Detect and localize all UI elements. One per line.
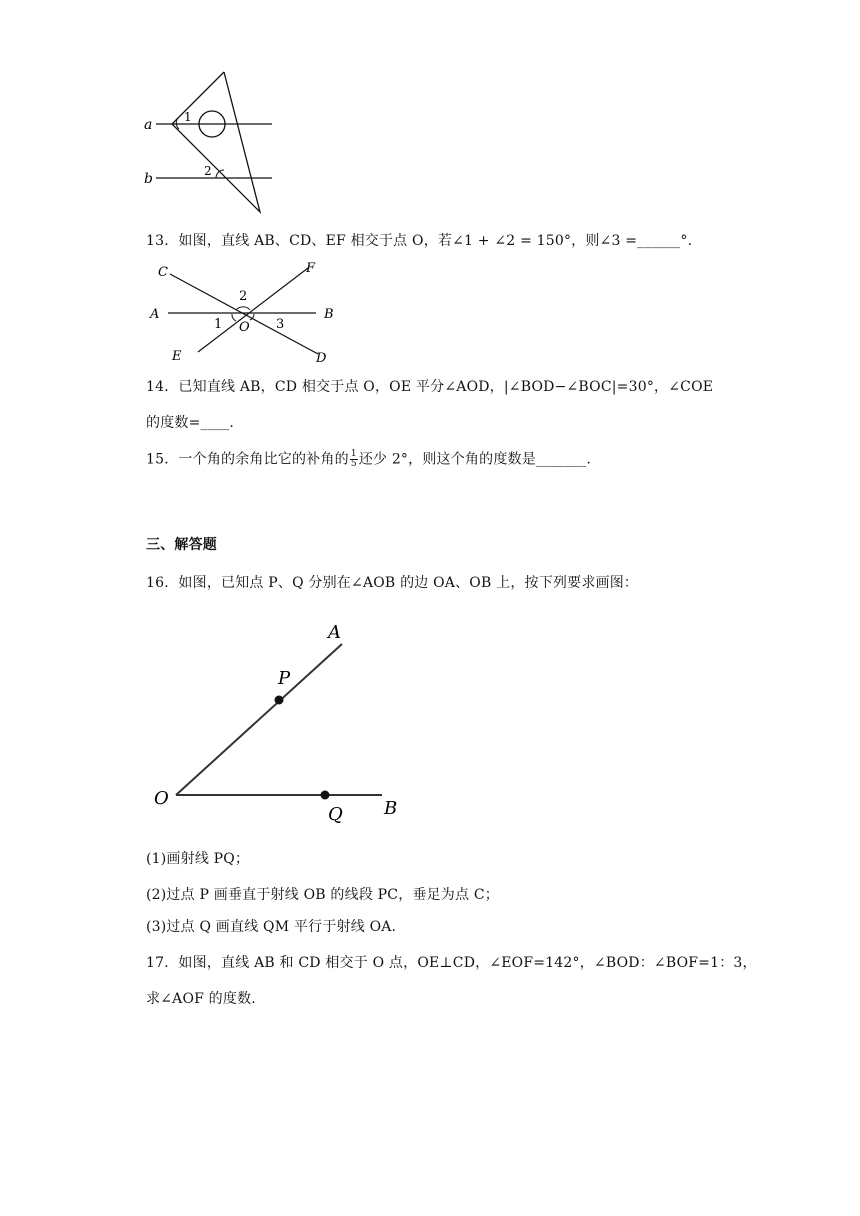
question-16-sub2: (2)过点 P 画垂直于射线 OB 的线段 PC，垂足为点 C； [146, 887, 499, 903]
label-A: A [150, 307, 160, 322]
label-angle1: 1 [184, 110, 192, 124]
label-E: E [172, 349, 182, 364]
label-A: A [328, 622, 341, 643]
triangle [172, 72, 260, 212]
label-D: D [316, 351, 327, 366]
figure-16-angle-AOB [146, 614, 416, 829]
point-P [275, 696, 284, 705]
question-14-line1: 14．已知直线 AB，CD 相交于点 O，OE 平分∠AOD，|∠BOD−∠BOC|=30°，∠COE [146, 379, 714, 395]
label-1: 1 [214, 317, 223, 332]
label-angle2: 2 [204, 164, 212, 178]
label-b: b [144, 171, 153, 187]
angle2-arc [236, 307, 250, 310]
question-16: 16．如图，已知点 P、Q 分别在∠AOB 的边 OA、OB 上，按下列要求画图： [146, 575, 639, 591]
label-O: O [154, 788, 169, 809]
label-P: P [278, 668, 291, 689]
question-16-sub3: (3)过点 Q 画直线 QM 平行于射线 OA. [146, 919, 397, 935]
section-3-title: 三、解答题 [146, 537, 217, 553]
fraction-one-fifth [350, 450, 358, 469]
angle1-arc [232, 314, 236, 321]
question-15 [146, 450, 591, 469]
figure-parallel-lines-triangle [140, 66, 280, 218]
question-15-prefix: 15．一个角的余角比它的补角的 [146, 451, 349, 468]
label-B: B [324, 307, 334, 322]
label-B: B [384, 798, 398, 819]
label-3: 3 [276, 317, 285, 332]
label-F: F [306, 261, 316, 276]
line-CD [170, 274, 318, 354]
question-17-line2: 求∠AOF 的度数. [146, 991, 256, 1007]
label-Q: Q [328, 804, 343, 825]
question-13: 13．如图，直线 AB、CD、EF 相交于点 O，若∠1 + ∠2 = 150°，则∠3 =______°. [146, 233, 693, 249]
figure-13-intersecting-lines [144, 258, 344, 368]
fraction-numerator: 1 [350, 449, 357, 459]
label-2: 2 [239, 289, 248, 304]
label-a: a [144, 117, 153, 133]
label-C: C [158, 265, 168, 280]
label-O: O [239, 320, 250, 335]
question-17-line1: 17．如图，直线 AB 和 CD 相交于 O 点，OE⊥CD，∠EOF=142°，∠BOD：∠BOF=1：3， [146, 955, 757, 971]
question-14-line2: 的度数=____. [146, 415, 234, 431]
fraction-denominator: 5 [350, 459, 357, 469]
point-Q [321, 791, 330, 800]
ray-OA [176, 644, 342, 795]
question-16-sub1: (1)画射线 PQ； [146, 851, 250, 867]
question-15-suffix: 还少 2°，则这个角的度数是_______. [358, 451, 591, 468]
